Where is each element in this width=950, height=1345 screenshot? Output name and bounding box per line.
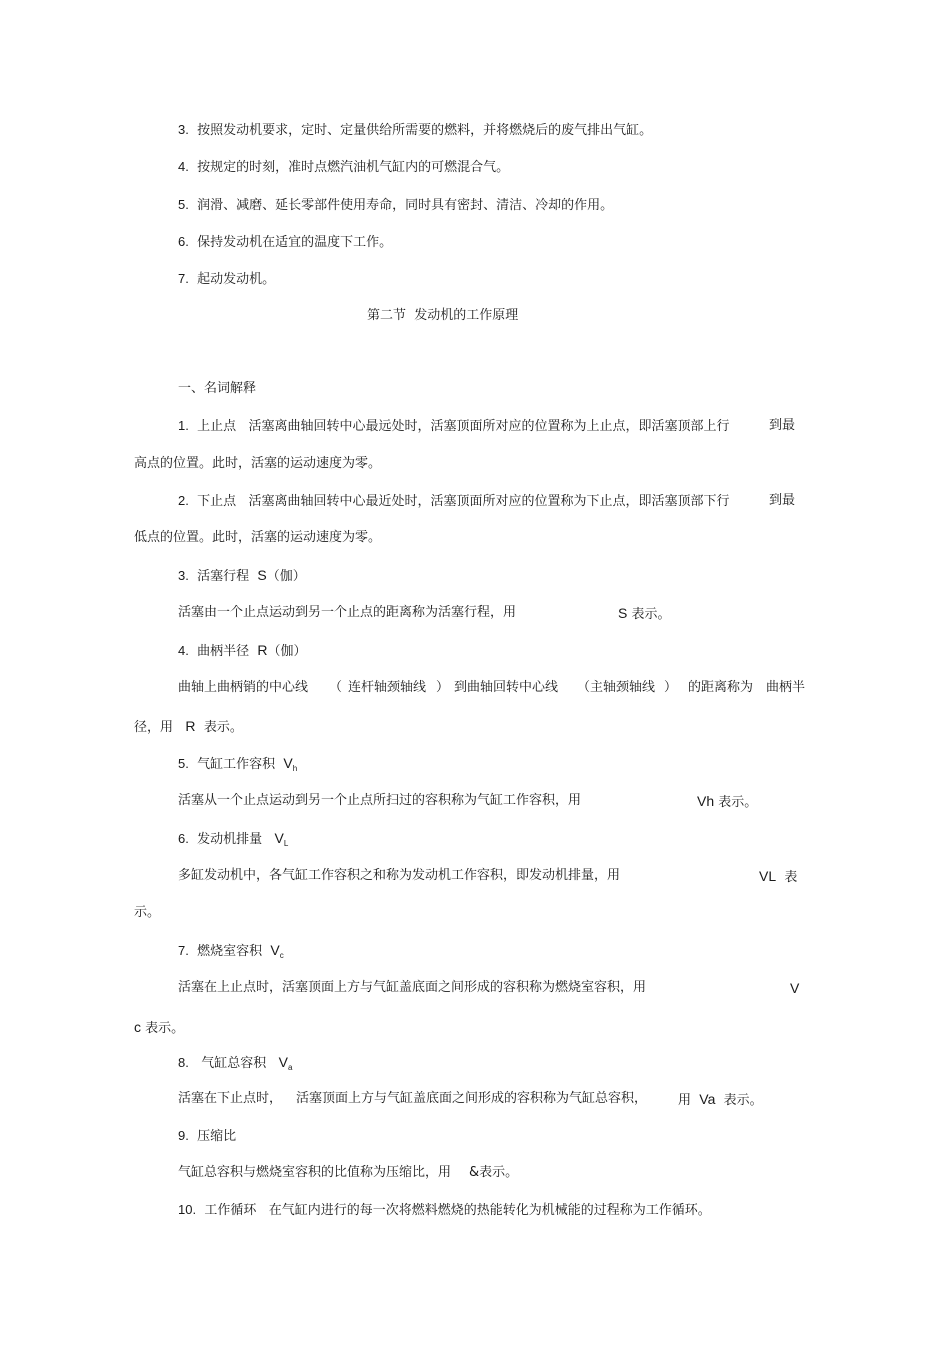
item-text: 按规定的时刻，准时点燃汽油机气缸内的可燃混合气。 [197, 160, 510, 175]
term-subscript: a [288, 1063, 293, 1072]
term-number: 9. [178, 1128, 189, 1143]
term-number: 8. [178, 1055, 189, 1070]
term-number: 2. [178, 493, 189, 508]
list-item [178, 121, 652, 140]
term-9-definition: 气缸总容积与燃烧室容积的比值称为压缩比，用 [178, 1165, 452, 1180]
term-name: 压缩比 [197, 1129, 237, 1144]
term-text: 表示。 [145, 1021, 185, 1036]
section-title: 第二节 发动机的工作原理 [367, 308, 519, 323]
term-2-line-2: 低点的位置。此时，活塞的运动速度为零。 [134, 530, 382, 545]
term-2-text-end: 到最 [769, 493, 796, 508]
term-4-def-2: （ [329, 680, 343, 695]
term-name: 下止点 [197, 494, 237, 509]
term-text: 表示。 [723, 1093, 763, 1108]
term-8-def-end [678, 1090, 763, 1110]
term-text: 活塞离曲轴回转中心最远处时，活塞顶面所对应的位置称为上止点，即活塞顶部上行 [248, 419, 730, 434]
term-9-definition-end: &表示。 [469, 1165, 519, 1180]
term-4-def-4: ） [436, 680, 450, 695]
term-8-heading [178, 1053, 292, 1077]
item-number: 5. [178, 197, 189, 212]
list-item [178, 233, 392, 252]
term-1-text-end: 到最 [769, 418, 796, 433]
term-note: （伽） [267, 644, 307, 659]
term-number: 1. [178, 418, 189, 433]
list-item [178, 196, 613, 215]
term-number: 10. [178, 1202, 197, 1217]
term-note: （伽） [266, 569, 306, 584]
term-7-definition: 活塞在上止点时，活塞顶面上方与气缸盖底面之间形成的容积称为燃烧室容积，用 [178, 980, 647, 995]
term-4-def-5: 到曲轴回转中心线 [454, 680, 559, 695]
term-3-heading [178, 566, 306, 586]
item-number: 4. [178, 159, 189, 174]
term-5-definition-end [697, 792, 757, 812]
term-7-definition-symbol: V [790, 980, 800, 996]
term-3-definition: 活塞由一个止点运动到另一个止点的距离称为活塞行程，用 [178, 605, 517, 620]
term-text: 径，用 [134, 720, 174, 735]
term-symbol: S [257, 567, 267, 583]
term-text: 在气缸内进行的每一次将燃料燃烧的热能转化为机械能的过程称为工作循环。 [268, 1203, 711, 1218]
term-text: 用 [678, 1093, 692, 1108]
term-symbol: R [185, 718, 196, 734]
term-4-def-9: 曲柄半 [766, 680, 806, 695]
term-text: 表示。 [718, 795, 758, 810]
term-1-line-2: 高点的位置。此时，活塞的运动速度为零。 [134, 456, 382, 471]
term-text: 活塞离曲轴回转中心最近处时，活塞顶面所对应的位置称为下止点，即活塞顶部下行 [248, 494, 730, 509]
term-6-definition-line-2: 示。 [134, 905, 161, 920]
term-name: 工作循环 [204, 1203, 257, 1218]
term-symbol: V [270, 942, 280, 958]
term-subscript: c [279, 951, 284, 960]
item-number: 3. [178, 122, 189, 137]
term-4-def-6: （主轴颈轴线 [577, 680, 656, 695]
term-8-def-b: 活塞顶面上方与气缸盖底面之间形成的容积称为气缸总容积， [296, 1091, 648, 1106]
term-5-definition: 活塞从一个止点运动到另一个止点所扫过的容积称为气缸工作容积，用 [178, 793, 582, 808]
list-item [178, 270, 275, 289]
term-4-def-8: 的距离称为 [688, 680, 754, 695]
term-symbol: c [134, 1019, 141, 1035]
item-text: 按照发动机要求，定时、定量供给所需要的燃料，并将燃烧后的废气排出气缸。 [197, 123, 653, 138]
term-5-heading [178, 754, 297, 778]
subsection-title: 一、名词解释 [178, 381, 257, 396]
term-6-definition-end [759, 867, 797, 887]
term-name: 活塞行程 [197, 569, 250, 584]
term-symbol: Va [699, 1091, 716, 1107]
term-name: 气缸工作容积 [197, 757, 276, 772]
term-4-def-7: ） [664, 680, 678, 695]
term-4-def-line-2 [134, 717, 243, 737]
term-symbol: R [257, 642, 268, 658]
term-name: 燃烧室容积 [197, 944, 263, 959]
term-6-definition: 多缸发动机中，各气缸工作容积之和称为发动机工作容积，即发动机排量，用 [178, 868, 621, 883]
term-text: 表示。 [631, 607, 671, 622]
term-10 [178, 1201, 711, 1220]
term-symbol: V [274, 830, 284, 846]
term-name: 上止点 [197, 419, 237, 434]
item-number: 7. [178, 271, 189, 286]
term-symbol: S [618, 605, 628, 621]
term-number: 7. [178, 943, 189, 958]
term-name: 曲柄半径 [197, 644, 250, 659]
term-8-def-a: 活塞在下止点时， [178, 1091, 283, 1106]
term-text: 表 [784, 870, 798, 885]
term-name: 发动机排量 [197, 832, 263, 847]
term-7-heading [178, 941, 284, 965]
term-1-line-1 [178, 417, 730, 436]
term-symbol: V [278, 1054, 289, 1070]
list-item [178, 158, 509, 177]
term-subscript: h [292, 764, 298, 773]
term-number: 4. [178, 643, 189, 658]
term-4-def-1: 曲轴上曲柄销的中心线 [178, 680, 309, 695]
term-symbol: V [283, 755, 293, 771]
term-7-definition-line-2 [134, 1018, 184, 1038]
item-text: 起动发动机。 [197, 272, 276, 287]
term-6-heading [178, 829, 288, 853]
term-subscript: L [283, 839, 289, 848]
term-4-heading [178, 641, 307, 661]
item-text: 保持发动机在适宜的温度下工作。 [197, 235, 393, 250]
term-2-line-1 [178, 492, 730, 511]
term-4-def-3: 连杆轴颈轴线 [348, 680, 427, 695]
item-text: 润滑、减磨、延长零部件使用寿命，同时具有密封、清洁、冷却的作用。 [197, 198, 614, 213]
term-number: 3. [178, 568, 189, 583]
term-name: 气缸总容积 [201, 1056, 267, 1071]
term-text: 表示。 [203, 720, 243, 735]
term-symbol: Vh [697, 793, 715, 809]
term-symbol: VL [759, 868, 777, 884]
term-9-heading [178, 1127, 236, 1146]
term-3-definition-end [618, 604, 671, 624]
item-number: 6. [178, 234, 189, 249]
term-number: 6. [178, 831, 189, 846]
term-number: 5. [178, 756, 189, 771]
